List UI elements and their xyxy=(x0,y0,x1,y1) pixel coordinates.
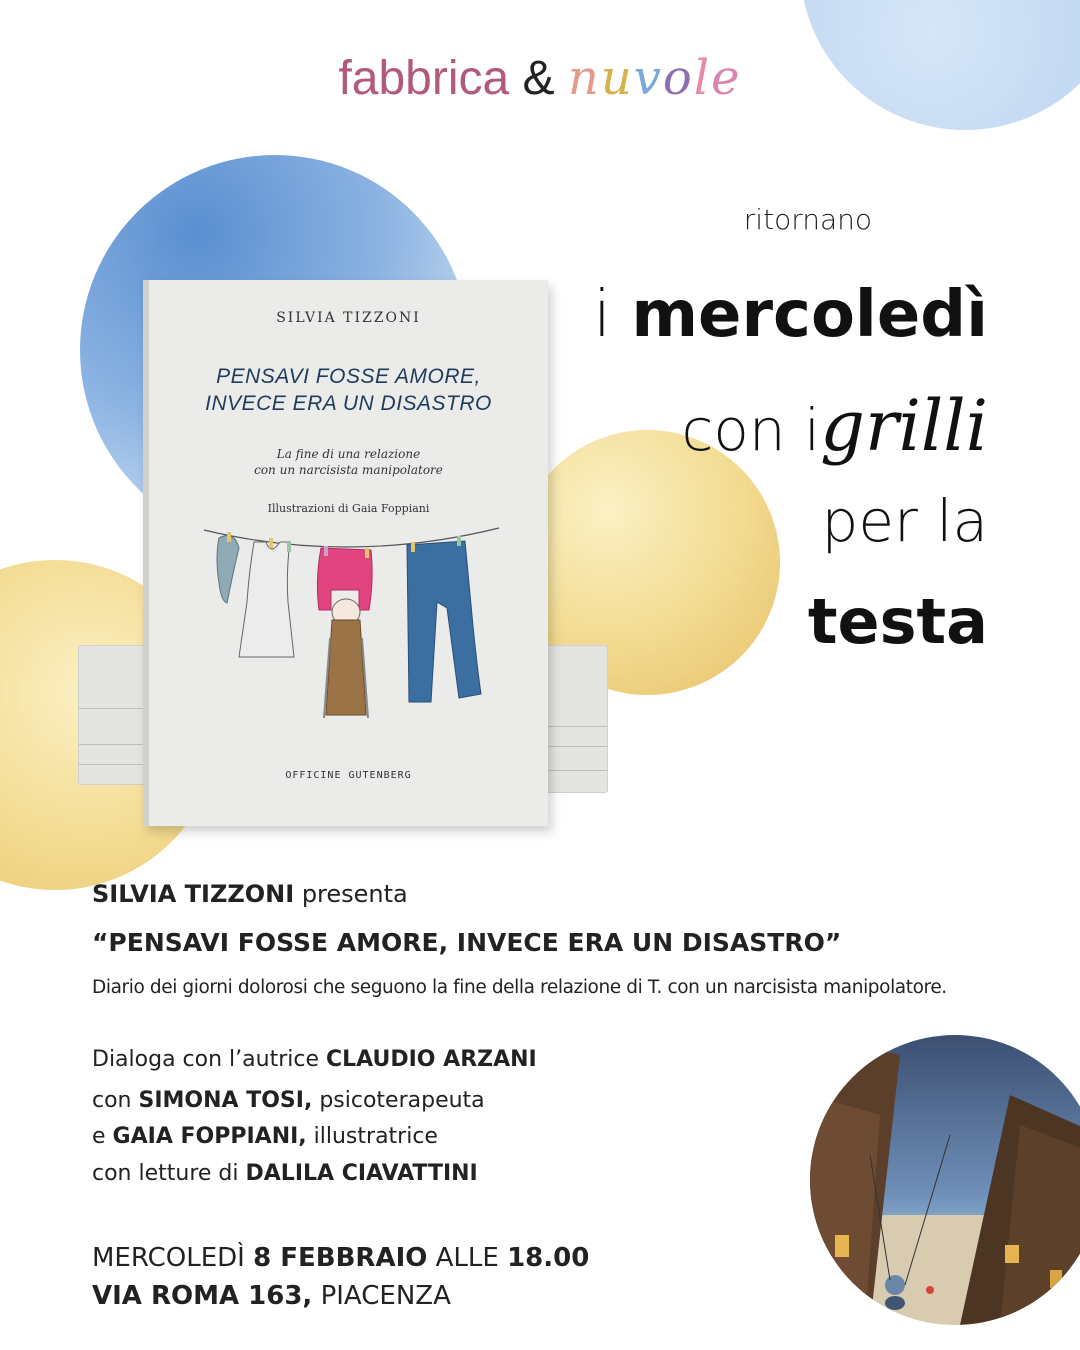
headline-line3: per la xyxy=(821,487,988,555)
headline-line1-bold: mercoledì xyxy=(631,278,988,352)
book-publisher: OFFICINE GUTENBERG xyxy=(285,770,412,781)
presenter-line xyxy=(92,880,408,908)
brand-letter: o xyxy=(662,50,694,106)
reading-prefix: con letture di xyxy=(92,1161,239,1186)
brand-letter: n xyxy=(567,50,601,106)
guest1-name: SIMONA TOSI, xyxy=(138,1088,313,1113)
dialogue-prefix: Dialoga con l’autrice xyxy=(92,1047,319,1072)
event-time: 18.00 xyxy=(507,1243,590,1273)
headline-line2 xyxy=(681,385,988,467)
book-title-line1: PENSAVI FOSSE AMORE, xyxy=(216,365,481,388)
event-datetime xyxy=(92,1243,589,1273)
book-stack-right xyxy=(540,645,608,793)
event-day: MERCOLEDÌ xyxy=(92,1243,245,1273)
book-subtitle-line1: La fine di una relazione xyxy=(276,447,421,461)
event-time-prefix: ALLE xyxy=(435,1243,499,1273)
headline-line2-script: grilli xyxy=(820,385,988,467)
dialogue-line xyxy=(92,1047,537,1072)
presenter-name: SILVIA TIZZONI xyxy=(92,880,295,908)
headline-line2-light: con i xyxy=(681,396,821,464)
book-title-line2: INVECE ERA UN DISASTRO xyxy=(205,392,492,415)
event-title: “PENSAVI FOSSE AMORE, INVECE ERA UN DISASTRO” xyxy=(92,928,842,957)
guest2-name: GAIA FOPPIANI, xyxy=(112,1124,307,1149)
brand-name-part2 xyxy=(568,50,742,106)
brand-letter: l xyxy=(693,50,712,106)
headline-line4: testa xyxy=(807,585,988,658)
cricket-illustration xyxy=(810,1035,1080,1325)
brand-ampersand: & xyxy=(522,52,555,105)
reading-name: DALILA CIAVATTINI xyxy=(245,1161,478,1186)
event-address: VIA ROMA 163, xyxy=(92,1281,313,1311)
headline-intro: ritornano xyxy=(743,203,872,236)
event-date: 8 FEBBRAIO xyxy=(253,1243,428,1273)
headline-line1-light: i xyxy=(593,278,611,352)
scarf-shape xyxy=(217,536,239,603)
guest2-role: illustratrice xyxy=(313,1124,438,1149)
book-cover xyxy=(143,280,548,826)
brand-letter: v xyxy=(633,50,663,106)
brand-letter: u xyxy=(600,50,634,106)
book-subtitle xyxy=(149,446,548,478)
book-author: SILVIA TIZZONI xyxy=(276,310,421,326)
book-illustrator: Illustrazioni di Gaia Foppiani xyxy=(267,502,430,515)
book-title xyxy=(149,363,548,417)
event-city: PIACENZA xyxy=(320,1281,451,1311)
brand-logo xyxy=(0,50,1080,106)
guest1-line xyxy=(92,1088,485,1113)
clothesline-illustration xyxy=(199,520,509,750)
brand-letter: e xyxy=(711,50,742,106)
reading-line xyxy=(92,1161,478,1186)
headline-line1 xyxy=(593,278,988,352)
event-location xyxy=(92,1281,451,1311)
guest1-prefix: con xyxy=(92,1088,132,1113)
dialogue-name: CLAUDIO ARZANI xyxy=(325,1047,537,1072)
guest2-line xyxy=(92,1124,438,1149)
book-subtitle-line2: con un narcisista manipolatore xyxy=(254,463,443,477)
guest2-prefix: e xyxy=(92,1124,106,1149)
guest1-role: psicoterapeuta xyxy=(319,1088,485,1113)
brand-name-part1: fabbrica xyxy=(338,52,510,105)
presenta-label: presenta xyxy=(301,880,408,908)
event-description: Diario dei giorni dolorosi che seguono la fine della relazione di T. con un narcisista manipolatore. xyxy=(92,977,947,998)
